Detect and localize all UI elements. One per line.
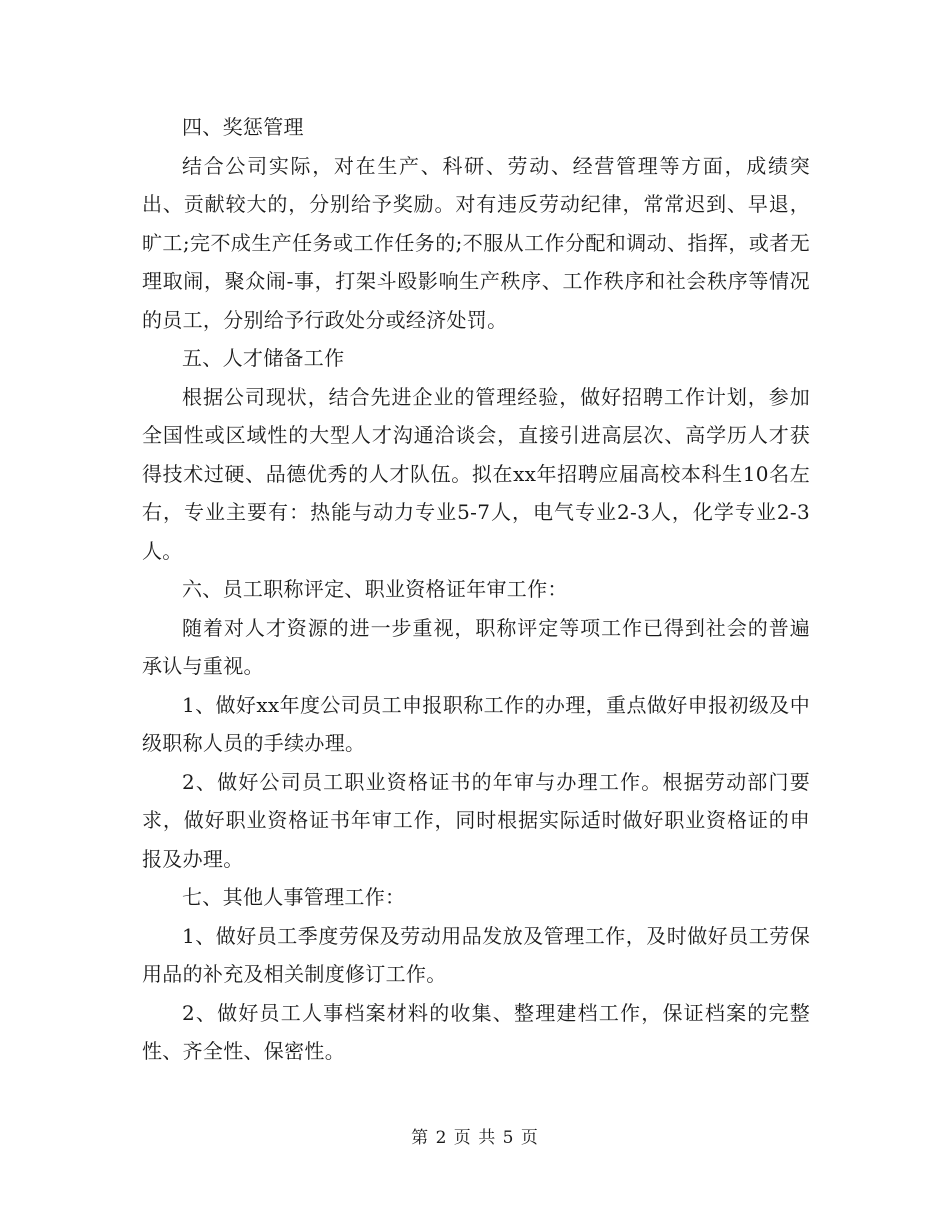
list-item-title-evaluation-1: 1、做好xx年度公司员工申报职称工作的办理，重点做好申报初级及中级职称人员的手续办理。 <box>142 692 810 755</box>
footer-prefix: 第 <box>411 1128 430 1148</box>
list-item-title-evaluation-2: 2、做好公司员工职业资格证书的年审与办理工作。根据劳动部门要求，做好职业资格证书年审工作，同时根据实际适时做好职业资格证的申报及办理。 <box>142 769 810 871</box>
section-heading-rewards-penalties: 四、奖惩管理 <box>182 115 304 139</box>
section-heading-title-evaluation: 六、员工职称评定、职业资格证年审工作： <box>182 577 568 601</box>
page-footer <box>0 1126 950 1150</box>
paragraph-rewards-penalties: 结合公司实际，对在生产、科研、劳动、经营管理等方面，成绩突出、贡献较大的，分别给予奖励。对有违反劳动纪律，常常迟到、早退，旷工;完不成生产任务或工作任务的;不服从工作分配和调动、指挥，或者无理取闹，聚众闹-事，打架斗殴影响生产秩序、工作秩序和社会秩序等情况的员工，分别给予行政处分或经济处罚。 <box>142 153 810 332</box>
footer-total-pages: 5 <box>502 1128 515 1148</box>
paragraph-talent-reserve: 根据公司现状，结合先进企业的管理经验，做好招聘工作计划，参加全国性或区域性的大型人才沟通洽谈会，直接引进高层次、高学历人才获得技术过硬、品德优秀的人才队伍。拟在xx年招聘应届高校本科生10名左右，专业主要有：热能与动力专业5-7人，电气专业2-3人，化学专业2-3人。 <box>142 384 810 563</box>
footer-suffix: 页 <box>520 1128 539 1148</box>
paragraph-title-evaluation-intro: 随着对人才资源的进一步重视，职称评定等项工作已得到社会的普遍承认与重视。 <box>142 615 810 678</box>
section-heading-talent-reserve: 五、人才储备工作 <box>182 346 345 370</box>
list-item-other-hr-work-2: 2、做好员工人事档案材料的收集、整理建档工作，保证档案的完整性、齐全性、保密性。 <box>142 1000 810 1063</box>
footer-middle: 页 共 <box>453 1128 497 1148</box>
footer-current-page: 2 <box>435 1128 448 1148</box>
list-item-other-hr-work-1: 1、做好员工季度劳保及劳动用品发放及管理工作，及时做好员工劳保用品的补充及相关制度修订工作。 <box>142 923 810 986</box>
section-heading-other-hr-work: 七、其他人事管理工作： <box>182 885 406 909</box>
document-body <box>142 108 810 1071</box>
